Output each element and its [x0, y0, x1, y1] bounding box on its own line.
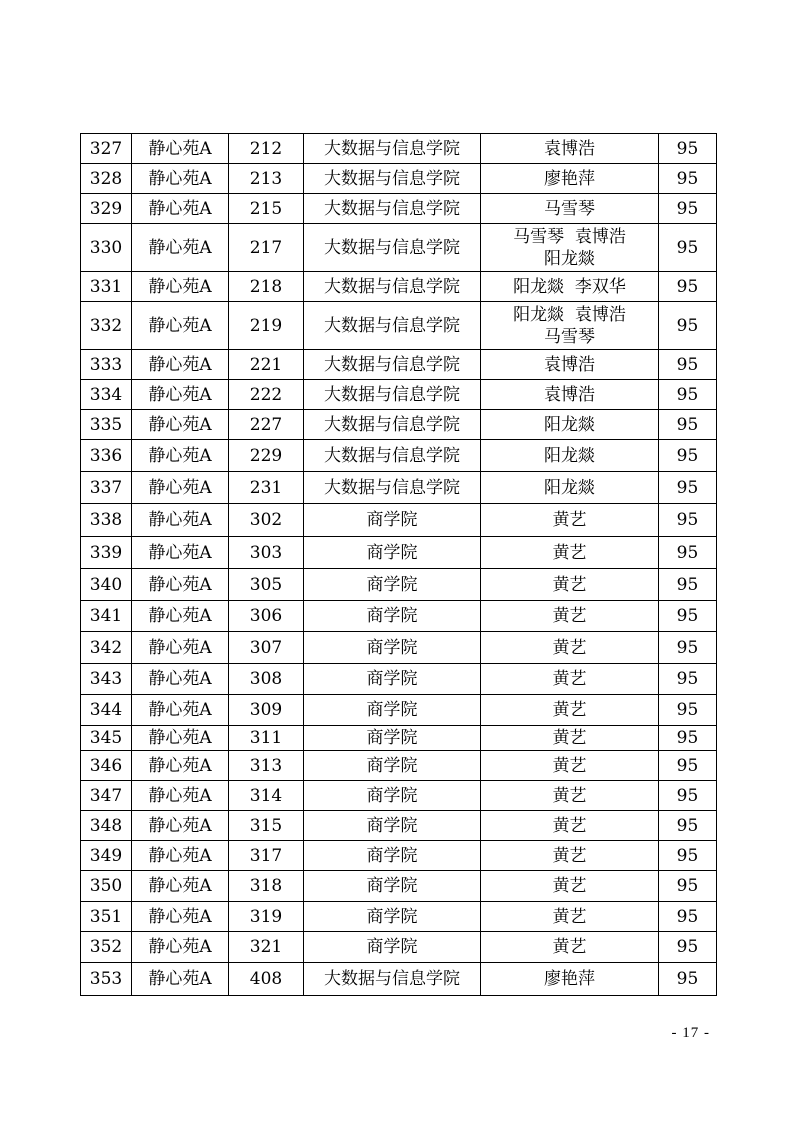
table-row	[81, 537, 717, 569]
cell-college: 商学院	[304, 632, 481, 664]
person-line: 黄艺	[552, 728, 587, 748]
cell-people	[481, 751, 659, 781]
cell-building: 静心苑A	[132, 841, 229, 871]
cell-building: 静心苑A	[132, 194, 229, 224]
cell-people	[481, 601, 659, 632]
person-line: 阳龙燚	[544, 248, 595, 269]
cell-number: 351	[81, 902, 132, 932]
dorm-score-table	[80, 133, 717, 996]
cell-room: 215	[229, 194, 304, 224]
cell-room: 227	[229, 410, 304, 440]
cell-number: 344	[81, 695, 132, 726]
cell-building: 静心苑A	[132, 811, 229, 841]
cell-score: 95	[659, 472, 717, 504]
person-line: 黄艺	[552, 815, 587, 836]
person-line: 袁博浩	[544, 138, 595, 159]
cell-building: 静心苑A	[132, 871, 229, 902]
cell-score: 95	[659, 194, 717, 224]
cell-college: 商学院	[304, 902, 481, 932]
cell-people	[481, 963, 659, 996]
cell-room: 302	[229, 504, 304, 537]
cell-building: 静心苑A	[132, 664, 229, 695]
cell-building: 静心苑A	[132, 504, 229, 537]
cell-score: 95	[659, 440, 717, 472]
person-line: 马雪琴 袁博浩	[513, 226, 626, 247]
table-row	[81, 302, 717, 350]
cell-building: 静心苑A	[132, 932, 229, 963]
cell-college: 商学院	[304, 841, 481, 871]
cell-building: 静心苑A	[132, 224, 229, 272]
cell-college: 大数据与信息学院	[304, 410, 481, 440]
cell-number: 353	[81, 963, 132, 996]
person-line: 阳龙燚	[544, 445, 595, 466]
cell-score: 95	[659, 272, 717, 302]
page-number: - 17 -	[671, 1025, 710, 1041]
cell-people	[481, 932, 659, 963]
person-line: 马雪琴	[544, 198, 595, 219]
cell-people	[481, 569, 659, 601]
cell-people	[481, 440, 659, 472]
cell-people	[481, 664, 659, 695]
table-row	[81, 841, 717, 871]
cell-building: 静心苑A	[132, 350, 229, 380]
table-row	[81, 601, 717, 632]
cell-people	[481, 380, 659, 410]
person-line: 黄艺	[552, 906, 587, 927]
table-row	[81, 902, 717, 932]
person-line: 黄艺	[552, 876, 587, 896]
cell-people	[481, 302, 659, 350]
cell-college: 大数据与信息学院	[304, 224, 481, 272]
cell-college: 大数据与信息学院	[304, 302, 481, 350]
cell-building: 静心苑A	[132, 164, 229, 194]
person-line: 黄艺	[552, 542, 587, 563]
cell-building: 静心苑A	[132, 751, 229, 781]
person-line: 黄艺	[552, 937, 587, 957]
cell-score: 95	[659, 350, 717, 380]
person-line: 黄艺	[552, 637, 587, 658]
cell-college: 商学院	[304, 569, 481, 601]
table-row	[81, 134, 717, 164]
cell-people	[481, 781, 659, 811]
cell-college: 商学院	[304, 932, 481, 963]
person-line: 黄艺	[552, 845, 587, 866]
cell-score: 95	[659, 726, 717, 751]
table-body	[81, 134, 717, 996]
cell-building: 静心苑A	[132, 695, 229, 726]
table-row	[81, 811, 717, 841]
cell-number: 341	[81, 601, 132, 632]
cell-number: 336	[81, 440, 132, 472]
cell-score: 95	[659, 871, 717, 902]
person-line: 黄艺	[552, 700, 587, 720]
cell-number: 348	[81, 811, 132, 841]
cell-score: 95	[659, 902, 717, 932]
cell-room: 315	[229, 811, 304, 841]
cell-score: 95	[659, 601, 717, 632]
cell-people	[481, 472, 659, 504]
cell-score: 95	[659, 224, 717, 272]
cell-number: 329	[81, 194, 132, 224]
cell-number: 328	[81, 164, 132, 194]
cell-college: 大数据与信息学院	[304, 350, 481, 380]
person-line: 黄艺	[552, 606, 587, 626]
cell-score: 95	[659, 963, 717, 996]
cell-college: 大数据与信息学院	[304, 194, 481, 224]
table-row	[81, 472, 717, 504]
cell-room: 311	[229, 726, 304, 751]
cell-people	[481, 504, 659, 537]
cell-room: 408	[229, 963, 304, 996]
cell-room: 313	[229, 751, 304, 781]
cell-number: 342	[81, 632, 132, 664]
cell-number: 327	[81, 134, 132, 164]
cell-number: 352	[81, 932, 132, 963]
cell-number: 349	[81, 841, 132, 871]
cell-room: 231	[229, 472, 304, 504]
person-line: 阳龙燚 李双华	[513, 276, 626, 297]
cell-score: 95	[659, 751, 717, 781]
cell-room: 309	[229, 695, 304, 726]
cell-people	[481, 841, 659, 871]
cell-room: 218	[229, 272, 304, 302]
cell-score: 95	[659, 569, 717, 601]
cell-college: 大数据与信息学院	[304, 134, 481, 164]
cell-room: 303	[229, 537, 304, 569]
cell-room: 314	[229, 781, 304, 811]
cell-college: 商学院	[304, 811, 481, 841]
cell-number: 331	[81, 272, 132, 302]
table-row	[81, 569, 717, 601]
cell-people	[481, 194, 659, 224]
cell-college: 大数据与信息学院	[304, 963, 481, 996]
table-row	[81, 932, 717, 963]
cell-building: 静心苑A	[132, 472, 229, 504]
cell-people	[481, 537, 659, 569]
cell-number: 346	[81, 751, 132, 781]
cell-college: 商学院	[304, 664, 481, 695]
person-line: 黄艺	[552, 510, 587, 530]
cell-score: 95	[659, 695, 717, 726]
cell-score: 95	[659, 664, 717, 695]
cell-building: 静心苑A	[132, 632, 229, 664]
table-row	[81, 164, 717, 194]
cell-college: 商学院	[304, 601, 481, 632]
cell-room: 318	[229, 871, 304, 902]
cell-people	[481, 350, 659, 380]
cell-room: 305	[229, 569, 304, 601]
cell-score: 95	[659, 841, 717, 871]
cell-college: 大数据与信息学院	[304, 472, 481, 504]
cell-score: 95	[659, 134, 717, 164]
cell-building: 静心苑A	[132, 134, 229, 164]
cell-number: 350	[81, 871, 132, 902]
cell-building: 静心苑A	[132, 781, 229, 811]
cell-room: 321	[229, 932, 304, 963]
table-row	[81, 871, 717, 902]
cell-score: 95	[659, 632, 717, 664]
cell-number: 335	[81, 410, 132, 440]
cell-number: 330	[81, 224, 132, 272]
cell-people	[481, 695, 659, 726]
cell-building: 静心苑A	[132, 272, 229, 302]
cell-people	[481, 164, 659, 194]
cell-room: 219	[229, 302, 304, 350]
cell-score: 95	[659, 302, 717, 350]
person-line: 黄艺	[552, 785, 587, 806]
cell-number: 345	[81, 726, 132, 751]
cell-college: 商学院	[304, 537, 481, 569]
cell-building: 静心苑A	[132, 302, 229, 350]
cell-room: 222	[229, 380, 304, 410]
person-line: 袁博浩	[544, 384, 595, 405]
cell-number: 338	[81, 504, 132, 537]
table-row	[81, 504, 717, 537]
cell-college: 大数据与信息学院	[304, 164, 481, 194]
person-line: 黄艺	[552, 755, 587, 776]
cell-score: 95	[659, 537, 717, 569]
cell-room: 319	[229, 902, 304, 932]
person-line: 马雪琴	[544, 326, 595, 347]
cell-people	[481, 224, 659, 272]
person-line: 阳龙燚 袁博浩	[513, 304, 626, 325]
person-line: 阳龙燚	[544, 414, 595, 435]
table-row	[81, 751, 717, 781]
cell-building: 静心苑A	[132, 569, 229, 601]
cell-building: 静心苑A	[132, 440, 229, 472]
cell-room: 217	[229, 224, 304, 272]
cell-building: 静心苑A	[132, 601, 229, 632]
cell-building: 静心苑A	[132, 902, 229, 932]
cell-room: 229	[229, 440, 304, 472]
cell-score: 95	[659, 811, 717, 841]
cell-college: 商学院	[304, 504, 481, 537]
table-row	[81, 664, 717, 695]
cell-number: 343	[81, 664, 132, 695]
cell-number: 337	[81, 472, 132, 504]
cell-room: 221	[229, 350, 304, 380]
person-line: 袁博浩	[544, 354, 595, 375]
cell-score: 95	[659, 380, 717, 410]
cell-building: 静心苑A	[132, 537, 229, 569]
table-row	[81, 963, 717, 996]
cell-number: 340	[81, 569, 132, 601]
cell-people	[481, 134, 659, 164]
cell-people	[481, 871, 659, 902]
cell-college: 大数据与信息学院	[304, 380, 481, 410]
cell-number: 347	[81, 781, 132, 811]
cell-college: 大数据与信息学院	[304, 440, 481, 472]
cell-score: 95	[659, 410, 717, 440]
cell-people	[481, 811, 659, 841]
cell-room: 306	[229, 601, 304, 632]
cell-people	[481, 632, 659, 664]
cell-room: 317	[229, 841, 304, 871]
cell-building: 静心苑A	[132, 726, 229, 751]
person-line: 黄艺	[552, 669, 587, 689]
table-row	[81, 632, 717, 664]
cell-building: 静心苑A	[132, 380, 229, 410]
person-line: 廖艳萍	[544, 168, 595, 189]
cell-number: 334	[81, 380, 132, 410]
cell-people	[481, 410, 659, 440]
cell-college: 商学院	[304, 695, 481, 726]
person-line: 黄艺	[552, 574, 587, 595]
person-line: 廖艳萍	[544, 969, 595, 989]
table-row	[81, 350, 717, 380]
table-row	[81, 695, 717, 726]
table-row	[81, 272, 717, 302]
person-line: 阳龙燚	[544, 477, 595, 498]
cell-building: 静心苑A	[132, 410, 229, 440]
table-row	[81, 194, 717, 224]
table-row	[81, 781, 717, 811]
cell-college: 商学院	[304, 751, 481, 781]
cell-college: 大数据与信息学院	[304, 272, 481, 302]
cell-score: 95	[659, 932, 717, 963]
table-row	[81, 380, 717, 410]
cell-number: 333	[81, 350, 132, 380]
table-row	[81, 224, 717, 272]
cell-building: 静心苑A	[132, 963, 229, 996]
cell-number: 339	[81, 537, 132, 569]
cell-room: 308	[229, 664, 304, 695]
cell-score: 95	[659, 781, 717, 811]
cell-college: 商学院	[304, 871, 481, 902]
cell-number: 332	[81, 302, 132, 350]
table-row	[81, 440, 717, 472]
cell-people	[481, 272, 659, 302]
cell-score: 95	[659, 164, 717, 194]
cell-college: 商学院	[304, 781, 481, 811]
cell-room: 212	[229, 134, 304, 164]
table-row	[81, 726, 717, 751]
cell-people	[481, 726, 659, 751]
cell-score: 95	[659, 504, 717, 537]
cell-people	[481, 902, 659, 932]
table-row	[81, 410, 717, 440]
cell-room: 213	[229, 164, 304, 194]
cell-room: 307	[229, 632, 304, 664]
cell-college: 商学院	[304, 726, 481, 751]
